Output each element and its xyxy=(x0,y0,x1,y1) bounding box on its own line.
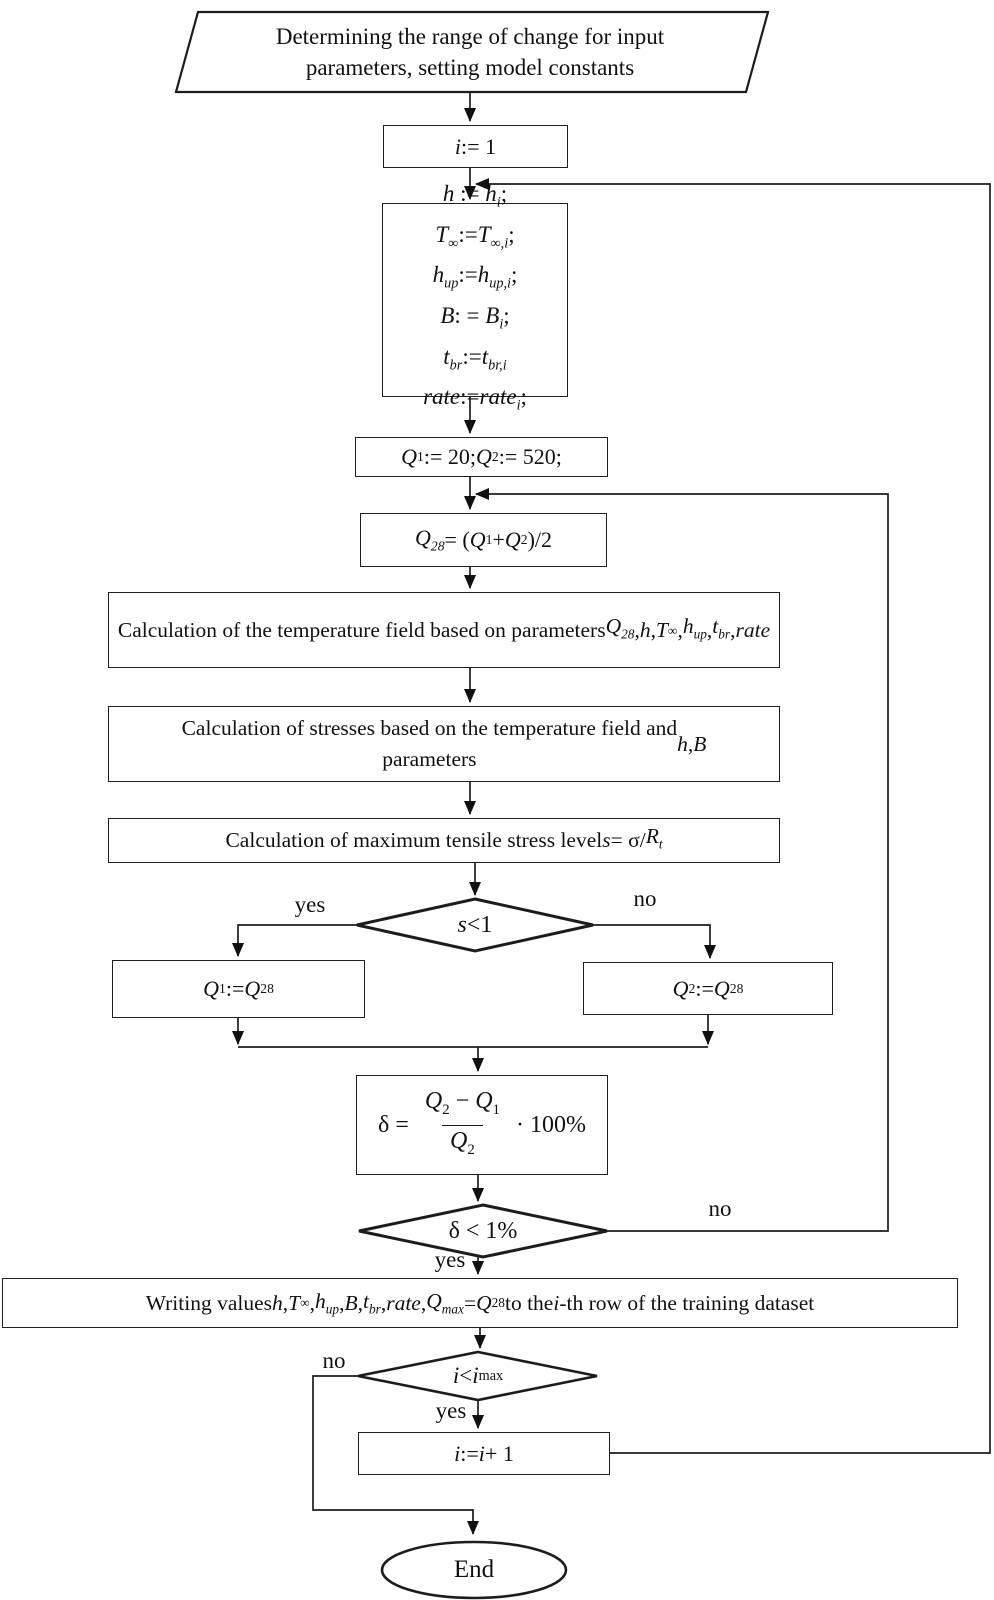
q2-update-box: Q 2 := Q 28 xyxy=(583,962,833,1015)
assign-line-t-inf: $T_\infty:=T_{\infty,i}$; xyxy=(435,221,515,252)
calc-stress-box: Calculation of stresses based on the temperature field and parameters h , B xyxy=(108,706,780,782)
assign-line-rate: rate:=rate$_i$; xyxy=(423,384,527,414)
increment-i-box: i := i + 1 xyxy=(358,1432,610,1475)
i-yes-label: yes xyxy=(435,1398,467,1423)
init-q-box: Q 1 := 20; Q 2 := 520; xyxy=(355,437,608,477)
i-no-label: no xyxy=(322,1348,346,1373)
delta-formula-numerator: $Q_2 - Q_1$ xyxy=(424,1087,500,1118)
delta-formula-lhs: δ = xyxy=(378,1111,409,1138)
q1-update-box: Q 1 := Q 28 xyxy=(112,960,365,1018)
write-row-box: Writing values h , T ∞ , $h_{up}$ , B , $t_{br}$ , rate , $Q_{max}$ = Q 28 to the i -th row of the training dataset xyxy=(2,1278,958,1328)
bisect-q28-box: $Q_{28}$ = ( Q 1 + Q 2 )/2 xyxy=(360,513,607,567)
branch-s-yes xyxy=(238,925,357,956)
delta-formula-rhs: · 100% xyxy=(515,1111,586,1138)
assign-line-h: h := $h_i$; xyxy=(442,181,508,211)
end-label: End xyxy=(453,1556,495,1583)
s-decision-label: s <1 xyxy=(457,911,493,938)
assign-line-b: B: = $B_i$; xyxy=(440,303,510,333)
i-decision-label: i < i max xyxy=(452,1363,504,1388)
branch-s-no xyxy=(593,925,710,958)
init-i-box: i := 1 xyxy=(383,125,568,168)
assign-line-t-br: $t_{br}:=t_{br,i}$ xyxy=(443,343,507,374)
delta-formula-denominator: $Q_2$ xyxy=(442,1125,483,1165)
s-yes-label: yes xyxy=(294,892,326,917)
delta-yes-label: yes xyxy=(434,1247,466,1272)
delta-formula-box xyxy=(356,1075,608,1175)
assign-line-h-up: $h_{up}:=h_{up,i}$; xyxy=(432,262,518,292)
start-parallelogram: Determining the range of change for input parameters, setting model constants xyxy=(275,24,665,80)
calc-temp-box: Calculation of the temperature field based on parameters $Q_{28}$ , h , T ∞ , $h_{up}$ , $t_{br}$ , rate xyxy=(108,592,780,668)
delta-decision-label: δ < 1% xyxy=(448,1217,518,1244)
calc-max-stress-box: Calculation of maximum tensile stress level s = σ/ $R_t$ xyxy=(108,818,780,863)
delta-no-label: no xyxy=(708,1196,732,1221)
delta-formula-fraction xyxy=(417,1086,508,1165)
s-no-label: no xyxy=(633,886,657,911)
assign-params-box xyxy=(382,181,568,414)
